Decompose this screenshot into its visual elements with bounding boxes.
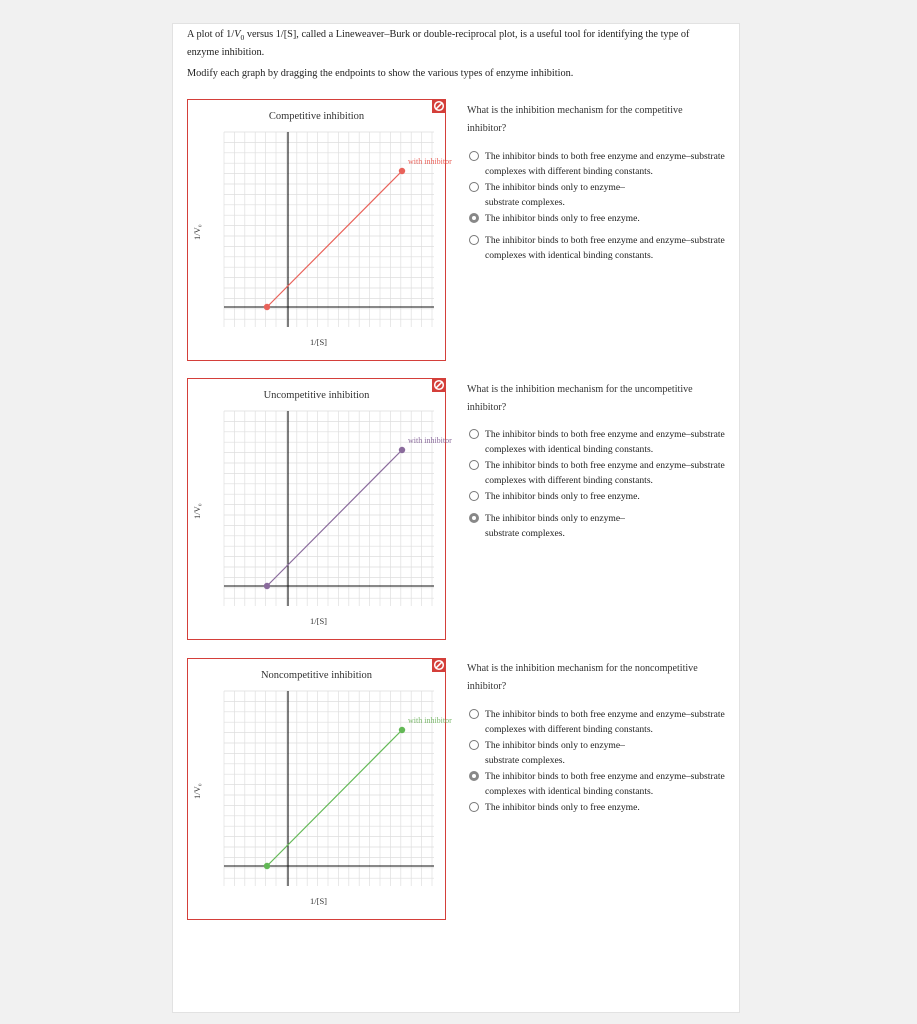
series-label: with inhibitor [408, 436, 452, 445]
x-axis-label: 1/[S] [310, 337, 327, 347]
inhibitor-line [267, 171, 402, 307]
x-axis-label: 1/[S] [310, 616, 327, 626]
question-text: What is the inhibition mechanism for the noncompetitive inhibitor? [467, 663, 698, 692]
radio-button[interactable] [469, 429, 479, 439]
graph-panel-competitive [187, 99, 452, 361]
instructions [187, 28, 722, 82]
radio-button[interactable] [469, 460, 479, 470]
question-competitive: What is the inhibition mechanism for the competitive inhibitor? The inhibitor binds to both free enzyme and enzyme–substrate complexes with different binding constants. The inhibitor binds only to enzyme–substrate complexes. The inhibitor binds only to free enzyme. The inhibitor binds to both free enzyme and enzyme–substrate complexes with identical binding constants. [467, 102, 722, 138]
radio-button[interactable] [469, 213, 479, 223]
inhibitor-line [267, 450, 402, 586]
radio-button[interactable] [469, 513, 479, 523]
line-endpoint-end[interactable] [399, 168, 405, 174]
graph-panel-noncompetitive [187, 658, 452, 920]
question-noncompetitive: What is the inhibition mechanism for the noncompetitive inhibitor? The inhibitor binds to both free enzyme and enzyme–substrate complexes with different binding constants. The inhibitor binds only to enzyme–substrate complexes. The inhibitor binds to both free enzyme and enzyme–substrate complexes with identical binding constants. The inhibitor binds only to free enzyme. [467, 660, 722, 696]
radio-button[interactable] [469, 182, 479, 192]
graph-title: Noncompetitive inhibition [260, 670, 373, 681]
plot-grid [224, 132, 434, 327]
line-endpoint-end[interactable] [399, 727, 405, 733]
y-axis-label: 1/V₀ [192, 783, 202, 799]
radio-button[interactable] [469, 740, 479, 750]
question-text: What is the inhibition mechanism for the uncompetitive inhibitor? [467, 384, 693, 413]
line-endpoint-start[interactable] [264, 583, 270, 589]
line-endpoint-end[interactable] [399, 447, 405, 453]
lineweaver-burk-plot [188, 379, 447, 641]
radio-button[interactable] [469, 709, 479, 719]
graph-panel-uncompetitive [187, 378, 452, 640]
radio-button[interactable] [469, 491, 479, 501]
radio-button[interactable] [469, 771, 479, 781]
lineweaver-burk-plot [188, 100, 447, 362]
lineweaver-burk-plot [188, 659, 447, 921]
radio-button[interactable] [469, 151, 479, 161]
series-label: with inhibitor [408, 716, 452, 725]
plot-grid [224, 691, 434, 886]
intro-text: A plot of $1/V_0$ versus 1/[S], called a Lineweaver–Burk or double-reciprocal plot, is a useful tool for identifying the type of enzyme inhibition. [187, 29, 690, 58]
intro-instruction: Modify each graph by dragging the endpoints to show the various types of enzyme inhibition. [187, 68, 574, 80]
series-label: with inhibitor [408, 157, 452, 166]
plot-grid [224, 411, 434, 606]
y-axis-label: 1/V₀ [192, 503, 202, 519]
graph-title: Competitive inhibition [268, 111, 365, 122]
x-axis-label: 1/[S] [310, 896, 327, 906]
radio-button[interactable] [469, 802, 479, 812]
graph-title: Uncompetitive inhibition [263, 390, 370, 401]
inhibitor-line [267, 730, 402, 866]
radio-button[interactable] [469, 235, 479, 245]
question-text: What is the inhibition mechanism for the competitive inhibitor? [467, 105, 683, 134]
line-endpoint-start[interactable] [264, 863, 270, 869]
y-axis-label: 1/V₀ [192, 224, 202, 240]
question-uncompetitive: What is the inhibition mechanism for the uncompetitive inhibitor? The inhibitor binds to both free enzyme and enzyme–substrate complexes with identical binding constants. The inhibitor binds to both free enzyme and enzyme–substrate complexes with different binding constants. The inhibitor binds only to free enzyme. The inhibitor binds only to enzyme–substrate complexes. [467, 381, 722, 417]
line-endpoint-start[interactable] [264, 304, 270, 310]
